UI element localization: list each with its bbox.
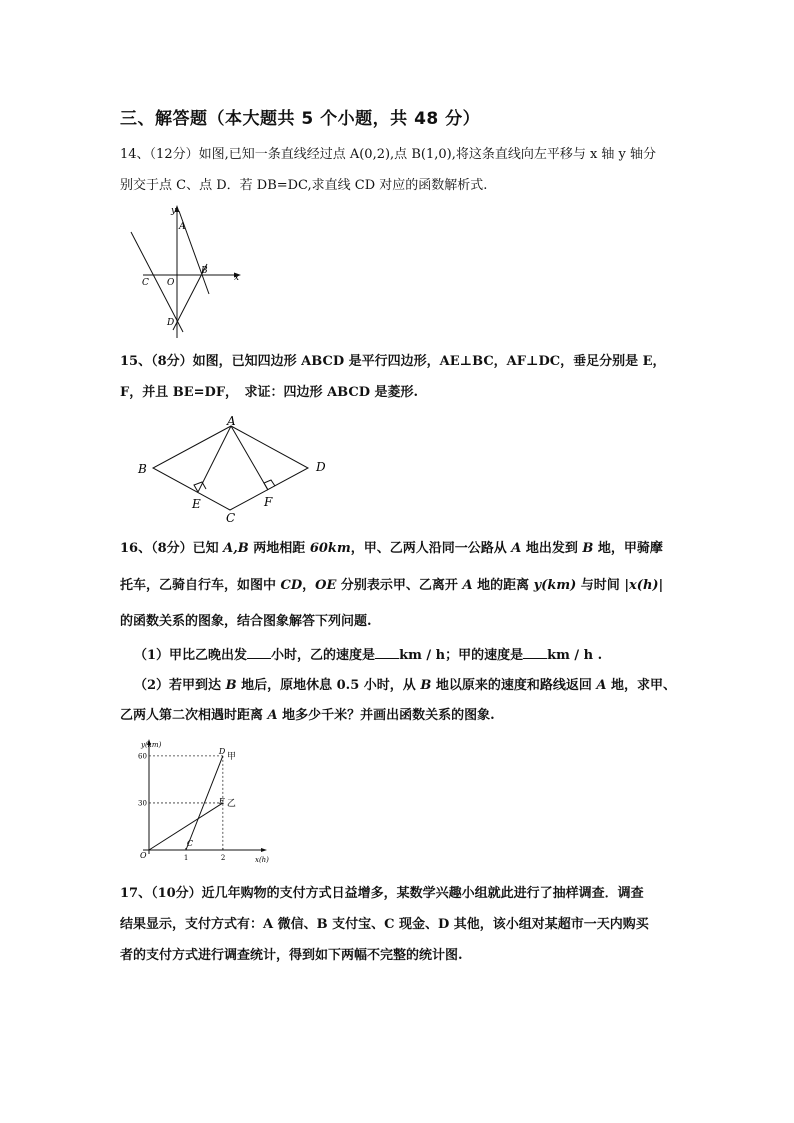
q15-label-C: C — [226, 511, 236, 524]
q16-sub1-text-b: 小时，乙的速度是 — [271, 648, 376, 663]
q16-math-AB: A,B — [223, 541, 249, 556]
q16-sub2-text-c: 地以原来的速度和路线返回 — [431, 678, 597, 693]
q16-sub2-math-B2: B — [420, 678, 432, 693]
q16-line1-text-d: 地出发到 — [521, 541, 583, 556]
q16-line2-text-d: 地的距离 — [472, 578, 534, 593]
q17-line1: 17、（10分）近几年购物的支付方式日益增多，某数学兴趣小组就此进行了抽样调查．调查 — [120, 886, 644, 901]
q16-sub2-math-B: B — [225, 678, 237, 693]
q16-line1-text-e: 地，甲骑摩 — [593, 541, 663, 556]
chart-labels-group — [138, 741, 269, 864]
q16-blank-3 — [523, 646, 547, 659]
x-axis-title: x(h) — [255, 856, 269, 864]
series-name-jia: 甲 — [226, 751, 236, 762]
x-tick-label: 2 — [220, 854, 226, 862]
q16-sub1-unit1: km / h — [399, 648, 446, 663]
origin-label: O — [140, 851, 147, 860]
q16-sub1 — [134, 646, 602, 665]
q16-sub2-text-d: 地，求甲、 — [606, 678, 676, 693]
point-label-D: D — [218, 746, 226, 756]
q14-figure — [125, 202, 255, 342]
q14-line2: 别交于点 C、点 D．若 DB=DC,求直线 CD 对应的函数解析式. — [120, 178, 488, 193]
q15-label-F: F — [264, 495, 273, 509]
q16-line2-text-c: 分别表示甲、乙离开 — [336, 578, 463, 593]
q14-label-x: x — [234, 273, 240, 283]
q17-line2: 结果显示，支付方式有：A 微信、B 支付宝、C 现金、D 其他，该小组对某超市一天内购买 — [120, 917, 649, 932]
q16-sub1-unit2: km / h . — [547, 648, 603, 663]
q16-line1-text-b: 两地相距 — [248, 541, 310, 556]
q16-sub2-line2 — [120, 707, 495, 725]
q16-sub2-line2-text-a: 乙两人第二次相遇时距离 — [120, 708, 268, 723]
q16-line3: 的函数关系的图象，结合图象解答下列问题. — [120, 614, 372, 629]
q16-math-A2: A — [462, 578, 473, 593]
x-axis-arrow — [261, 848, 267, 852]
q16-line2-text-a: 托车，乙骑自行车，如图中 — [120, 578, 281, 593]
q14-label-O: O — [167, 278, 175, 288]
q16-sub2-text-a: （2）若甲到达 — [134, 678, 226, 693]
point-label-C: C — [186, 839, 194, 848]
series-name-yi: 乙 — [226, 798, 236, 809]
q16-line1 — [120, 540, 663, 558]
q16-math-distance: 60km — [309, 541, 351, 556]
chart-gridlines — [149, 756, 223, 850]
x-tick-label: 1 — [183, 854, 189, 862]
q16-line2-text-b: ， — [302, 578, 316, 593]
q16-sub2-line2-text-b: 地多少千米？并画出函数关系的图象. — [277, 708, 495, 723]
q16-math-B: B — [582, 541, 594, 556]
q16-sub2-math-A: A — [596, 678, 607, 693]
q14-label-y: y — [171, 206, 177, 216]
q14-line1: 14、（12分）如图,已知一条直线经过点 A(0,2),点 B(1,0),将这条直线向左平移与 x 轴 y 轴分 — [120, 147, 657, 162]
q15-label-A: A — [227, 414, 236, 428]
q16-line1-text-a: 16、（8分）已知 — [120, 541, 224, 556]
q16-sub1-text-a: （1）甲比乙晚出发 — [134, 648, 248, 663]
q15-line2: F，并且 BE=DF， 求证：四边形 ABCD 是菱形. — [120, 385, 419, 400]
q16-math-A: A — [511, 541, 522, 556]
q14-line-CD — [131, 232, 183, 332]
q16-line2-text-e: 与时间 — [576, 578, 625, 593]
q16-blank-1 — [247, 646, 271, 659]
q15-figure — [130, 412, 340, 524]
chart-axes — [143, 739, 267, 854]
q15-label-D: D — [316, 460, 326, 474]
q16-line1-text-c: ，甲、乙两人沿同一公路从 — [350, 541, 512, 556]
q17-line3: 者的支付方式进行调查统计，得到如下两幅不完整的统计图. — [120, 948, 463, 963]
q16-sub2-line1 — [134, 677, 676, 695]
q14-label-C: C — [142, 278, 149, 288]
q16-math-CD: CD — [280, 578, 303, 593]
q16-blank-2 — [375, 646, 399, 659]
y-tick-label: 30 — [138, 799, 147, 808]
q15-segment-AE — [198, 426, 231, 492]
section-heading: 三、解答题（本大题共 5 个小题，共 48 分） — [120, 109, 481, 129]
q14-label-A: A — [179, 222, 186, 232]
q16-line2 — [120, 577, 663, 595]
q16-math-y: y(km) — [533, 578, 577, 593]
q16-math-OE: OE — [315, 578, 337, 593]
point-label-E: E — [218, 796, 225, 806]
q15-label-E: E — [192, 497, 201, 511]
q16-distance-time-chart — [115, 738, 275, 866]
q16-sub2-text-b: 地后，原地休息 0.5 小时，从 — [236, 678, 421, 693]
y-tick-label: 60 — [138, 752, 147, 761]
q15-parallelogram — [153, 426, 308, 510]
q15-label-B: B — [138, 462, 147, 476]
q15-line1: 15、（8分）如图，已知四边形 ABCD 是平行四边形，AE⊥BC，AF⊥DC，垂足分别是 E， — [120, 354, 666, 369]
y-axis-title: y(km) — [141, 741, 162, 749]
q14-label-B: B — [201, 266, 208, 276]
q14-label-D: D — [167, 318, 175, 328]
q16-math-x: |x(h)| — [624, 578, 664, 593]
series-line-yi — [149, 803, 223, 850]
q16-sub1-text-c: ；甲的速度是 — [445, 648, 524, 663]
q16-sub2-line2-math-A: A — [267, 708, 278, 723]
